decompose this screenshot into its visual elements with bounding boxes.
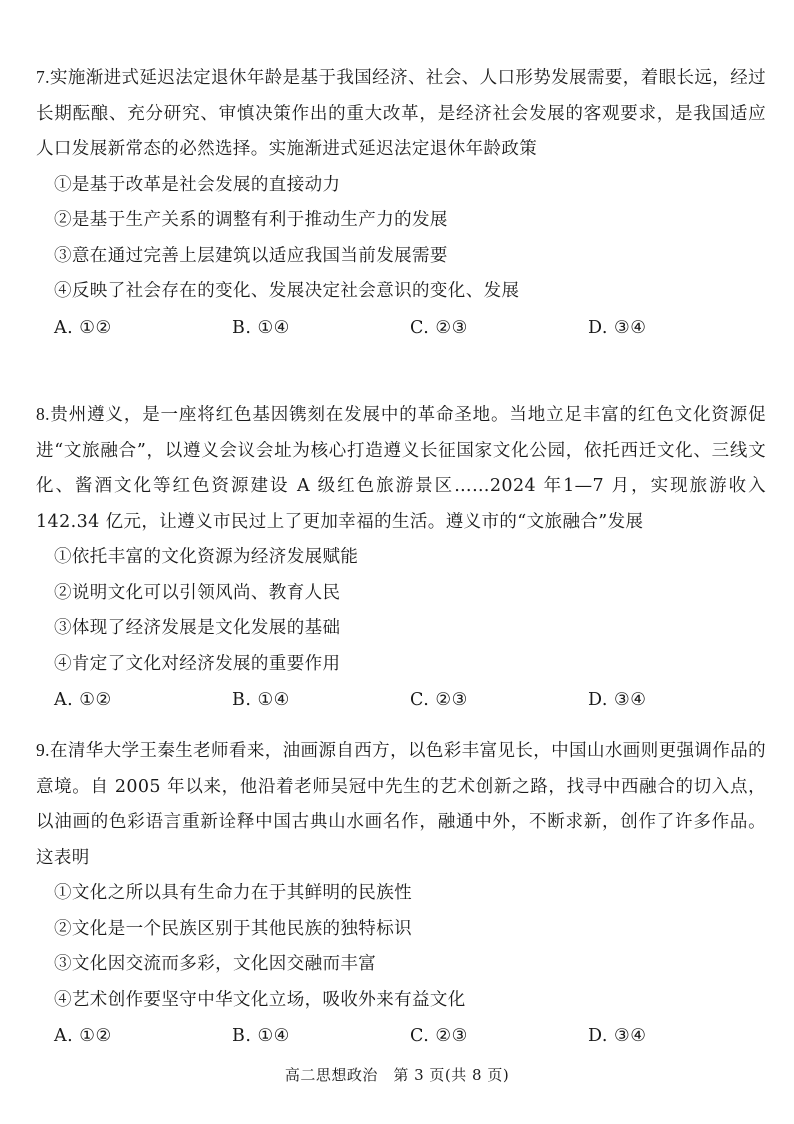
statement-3: ③文化因交流而多彩，文化因交融而丰富 bbox=[54, 954, 377, 974]
option-c: C. ②③ bbox=[410, 317, 468, 338]
option-b: B. ①④ bbox=[232, 1026, 290, 1046]
option-a: A. ①② bbox=[54, 690, 112, 710]
answer-options bbox=[36, 1018, 766, 1054]
statement-3: ③意在通过完善上层建筑以适应我国当前发展需要 bbox=[54, 245, 448, 266]
statement-4: ④艺术创作要坚守中华文化立场，吸收外来有益文化 bbox=[54, 989, 466, 1010]
question-text: 在清华大学王秦生老师看来，油画源自西方，以色彩丰富见长，中国山水画则更强调作品的意境。自 2005 年以来，他沿着老师吴冠中先生的艺术创新之路，找寻中西融合的切入点，以油画的色彩语言重新诠释中国古典山水画名作，融通中外，不断求新，创作了许多作品。这表明 bbox=[36, 741, 766, 868]
page-footer: 高二思想政治 第 3 页(共 8 页) bbox=[284, 1066, 510, 1084]
statement-2: ②说明文化可以引领风尚、教育人民 bbox=[54, 582, 341, 603]
question-number: 8. bbox=[36, 404, 50, 424]
option-b: B. ①④ bbox=[232, 317, 290, 338]
statement-list bbox=[36, 876, 766, 1018]
statement-list bbox=[36, 168, 766, 310]
statement-1: ①文化之所以具有生命力在于其鲜明的民族性 bbox=[54, 883, 412, 903]
statement-4: ④反映了社会存在的变化、发展决定社会意识的变化、发展 bbox=[54, 281, 520, 301]
question-8 bbox=[36, 397, 766, 718]
question-number: 9. bbox=[36, 740, 50, 760]
option-d: D. ③④ bbox=[588, 690, 647, 710]
statement-list bbox=[36, 540, 766, 682]
option-c: C. ②③ bbox=[410, 1026, 468, 1046]
question-stem bbox=[36, 397, 766, 540]
statement-4: ④肯定了文化对经济发展的重要作用 bbox=[54, 653, 341, 674]
statement-2: ②文化是一个民族区别于其他民族的独特标识 bbox=[54, 918, 412, 939]
option-c: C. ②③ bbox=[410, 690, 468, 710]
answer-options bbox=[36, 310, 766, 346]
option-a: A. ①② bbox=[54, 317, 112, 338]
option-b: B. ①④ bbox=[232, 690, 290, 710]
question-number: 7. bbox=[36, 67, 50, 87]
option-d: D. ③④ bbox=[588, 317, 647, 338]
statement-2: ②是基于生产关系的调整有利于推动生产力的发展 bbox=[54, 210, 448, 230]
statement-1: ①是基于改革是社会发展的直接动力 bbox=[54, 174, 341, 195]
question-text: 实施渐进式延迟法定退休年龄是基于我国经济、社会、人口形势发展需要，着眼长远，经过长期酝酿、充分研究、审慎决策作出的重大改革，是经济社会发展的客观要求，是我国适应人口发展新常态的必然选择。实施渐进式延迟法定退休年龄政策 bbox=[36, 68, 766, 159]
question-stem bbox=[36, 733, 766, 876]
question-stem bbox=[36, 60, 766, 168]
statement-3: ③体现了经济发展是文化发展的基础 bbox=[54, 618, 341, 638]
question-9 bbox=[36, 733, 766, 1054]
statement-1: ①依托丰富的文化资源为经济发展赋能 bbox=[54, 547, 359, 567]
option-d: D. ③④ bbox=[588, 1026, 647, 1046]
question-text: 贵州遵义，是一座将红色基因镌刻在发展中的革命圣地。当地立足丰富的红色文化资源促进“文旅融合”，以遵义会议会址为核心打造遵义长征国家文化公园，依托西迁文化、三线文化、酱酒文化等红色资源建设 A 级红色旅游景区……2024 年1—7 月，实现旅游收入 142.34 亿元，让遵义市民过上了更加幸福的生活。遵义市的“文旅融合”发展 bbox=[36, 405, 766, 532]
question-7 bbox=[36, 60, 766, 346]
answer-options bbox=[36, 682, 766, 718]
option-a: A. ①② bbox=[54, 1026, 112, 1046]
